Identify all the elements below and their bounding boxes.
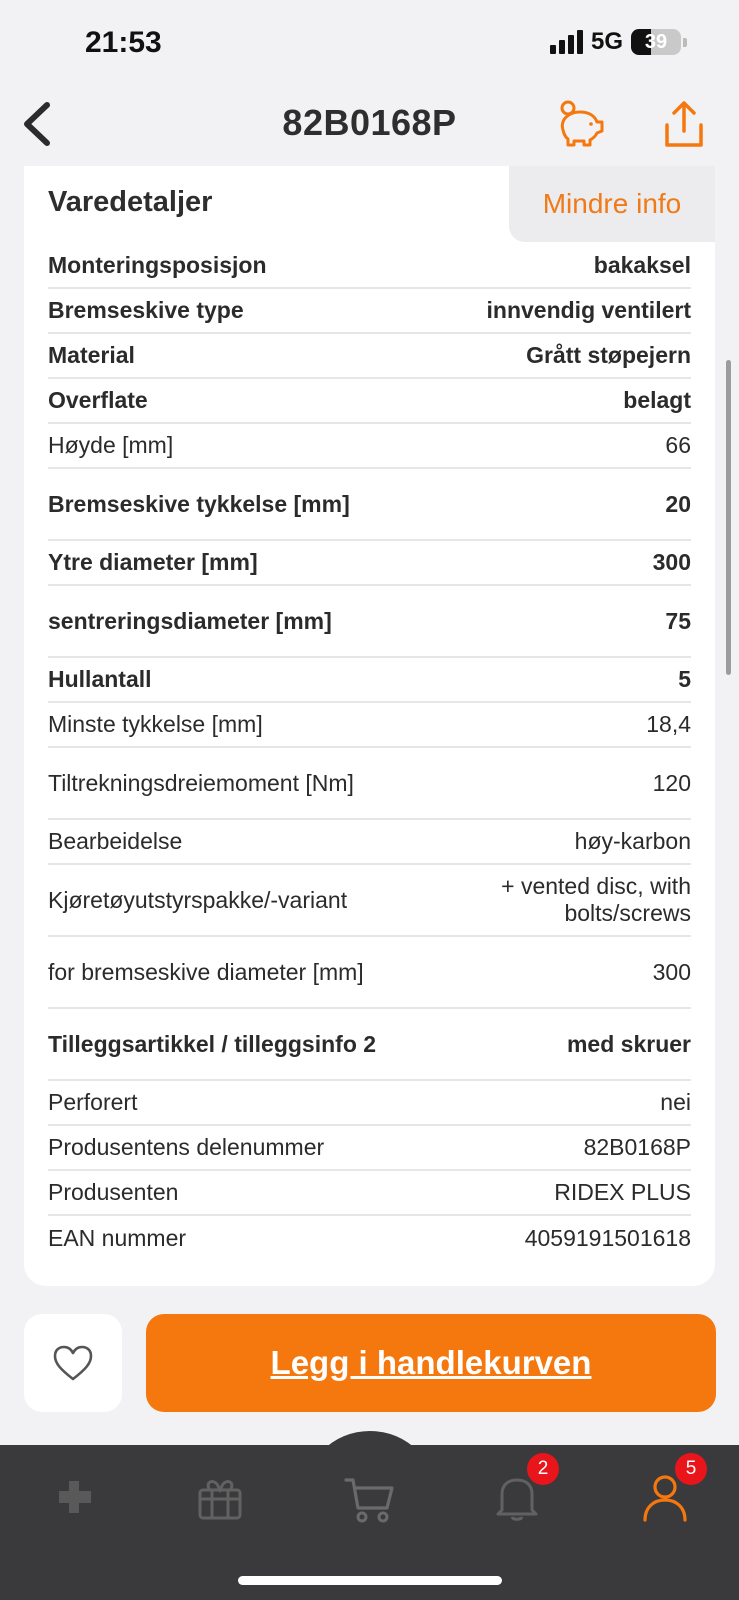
table-row: [48, 424, 691, 469]
table-row: [48, 937, 691, 1009]
battery-level: 39: [644, 30, 668, 53]
row-value: belagt: [623, 387, 691, 413]
cart-icon: [343, 1472, 397, 1526]
table-row: [48, 703, 691, 748]
row-value: + vented disc, with bolts/screws: [501, 873, 691, 926]
action-bar: [0, 1290, 739, 1445]
row-value: 75: [665, 607, 691, 634]
piggy-bank-icon: [554, 100, 606, 148]
table-row: [48, 748, 691, 820]
tab-profile[interactable]: [635, 1458, 697, 1527]
row-label: Ytre diameter [mm]: [48, 549, 258, 575]
heart-icon: [52, 1344, 94, 1382]
row-value: bakaksel: [593, 252, 691, 278]
share-button[interactable]: [656, 94, 712, 154]
row-value: med skruer: [566, 1030, 691, 1057]
table-row: [48, 469, 691, 541]
row-value: 18,4: [646, 711, 691, 737]
favorite-button[interactable]: [24, 1314, 122, 1412]
table-row: [48, 334, 691, 379]
table-row: [48, 244, 691, 289]
row-label: Produsenten: [48, 1179, 179, 1205]
row-label: Minste tykkelse [mm]: [48, 711, 263, 737]
row-label: EAN nummer: [48, 1225, 187, 1251]
piggy-bank-button[interactable]: [552, 96, 608, 152]
row-label: Bearbeidelse: [48, 828, 183, 854]
battery-tip: [683, 38, 687, 47]
scrollbar[interactable]: [726, 360, 731, 675]
table-row: [48, 658, 691, 703]
battery-icon: [631, 29, 681, 55]
notifications-badge: 2: [527, 1453, 559, 1485]
less-info-button[interactable]: Mindre info: [509, 166, 715, 242]
row-value: 82B0168P: [583, 1134, 691, 1160]
row-label: Bremseskive type: [48, 297, 244, 323]
page-title: 82B0168P: [282, 102, 457, 143]
row-value: 120: [652, 769, 691, 796]
row-value: 300: [652, 958, 691, 985]
table-row: [48, 865, 691, 937]
signal-icon: [550, 30, 583, 54]
profile-badge: 5: [675, 1453, 707, 1485]
row-label: for bremseskive diameter [mm]: [48, 958, 364, 985]
row-label: Material: [48, 342, 135, 368]
status-indicators: [550, 28, 687, 56]
row-value: 66: [665, 432, 691, 458]
header: [0, 90, 739, 165]
status-bar: [0, 0, 739, 90]
row-value: 4059191501618: [524, 1225, 691, 1251]
table-row: [48, 820, 691, 865]
network-label: 5G: [590, 28, 623, 55]
add-to-cart-button[interactable]: Legg i handlekurven: [146, 1314, 716, 1412]
tab-parts[interactable]: [45, 1467, 105, 1527]
table-row: [48, 586, 691, 658]
row-value: høy-karbon: [574, 828, 691, 854]
row-label: sentreringsdiameter [mm]: [48, 607, 332, 634]
row-label: Kjøretøyutstyrspakke/-variant: [48, 886, 348, 913]
row-label: Høyde [mm]: [48, 432, 174, 458]
row-label: Bremseskive tykkelse [mm]: [48, 490, 350, 517]
puzzle-piece-icon: [51, 1473, 99, 1521]
row-label: Overflate: [48, 387, 148, 413]
status-time: 21:53: [85, 26, 162, 59]
row-value: 20: [665, 490, 691, 517]
row-label: Tilleggsartikkel / tilleggsinfo 2: [48, 1030, 377, 1057]
row-label: Hullantall: [48, 666, 152, 692]
row-label: Monteringsposisjon: [48, 252, 267, 278]
row-value: RIDEX PLUS: [554, 1179, 691, 1205]
row-value: innvendig ventilert: [486, 297, 691, 323]
row-value: Grått støpejern: [526, 342, 691, 368]
row-value: 300: [652, 549, 691, 575]
table-row: [48, 1081, 691, 1126]
details-card: [24, 166, 715, 1286]
table-row: [48, 379, 691, 424]
details-table: [48, 244, 691, 1261]
share-icon: [662, 99, 706, 149]
table-row: [48, 541, 691, 586]
table-row: [48, 289, 691, 334]
row-value: 5: [678, 666, 691, 692]
table-row: [48, 1171, 691, 1216]
details-title: Varedetaljer: [48, 186, 213, 218]
tab-gifts[interactable]: [190, 1467, 250, 1527]
table-row: [48, 1126, 691, 1171]
tab-notifications[interactable]: [487, 1458, 549, 1527]
row-label: Tiltrekningsdreiemoment [Nm]: [48, 769, 354, 796]
home-indicator: [238, 1576, 502, 1585]
row-value: nei: [660, 1089, 691, 1115]
table-row: [48, 1216, 691, 1261]
row-label: Perforert: [48, 1089, 138, 1115]
gift-icon: [195, 1472, 245, 1522]
table-row: [48, 1009, 691, 1081]
row-label: Produsentens delenummer: [48, 1134, 325, 1160]
tab-cart[interactable]: [302, 1431, 438, 1567]
